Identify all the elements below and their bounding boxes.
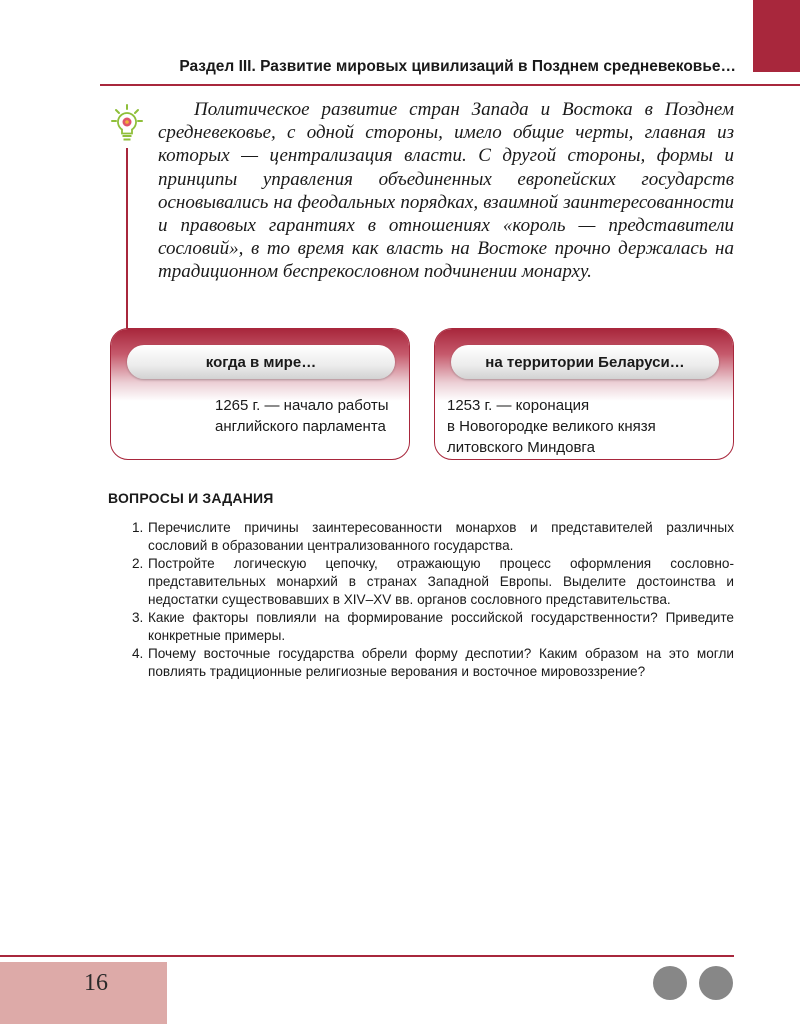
belarus-timeline-box bbox=[434, 328, 734, 460]
intro-accent-line bbox=[126, 148, 128, 340]
intro-paragraph: Политическое развитие стран Запада и Востока в Позднем средневековье, с одной стороны, имело общие черты, главная из которых — централизация власти. С другой стороны, формы и принципы управления объединенных европейских государств основывались на феодальных порядках, взаимной заинтересованности и правовых гарантиях в отношениях «король — представители сословий», в то время как власть на Востоке прочно держалась на традиционном беспрекословном подчинении монарху. bbox=[158, 99, 734, 283]
belarus-event-line: литовского Миндовга bbox=[447, 439, 595, 456]
belarus-event-line: 1253 г. — коронация bbox=[447, 397, 590, 414]
question-item bbox=[114, 519, 734, 555]
next-page-button[interactable] bbox=[699, 966, 733, 1000]
question-item bbox=[114, 609, 734, 645]
world-event-line: английского парламента bbox=[215, 418, 386, 435]
question-number: 4. bbox=[132, 646, 144, 661]
belarus-box-title: на территории Беларуси… bbox=[451, 345, 719, 379]
world-box-text bbox=[215, 395, 395, 437]
question-item bbox=[114, 555, 734, 609]
question-number: 2. bbox=[132, 556, 144, 571]
questions-heading: ВОПРОСЫ И ЗАДАНИЯ bbox=[108, 490, 274, 506]
question-number: 3. bbox=[132, 610, 144, 625]
world-event-line: 1265 г. — начало работы bbox=[215, 397, 389, 414]
question-text: Какие факторы повлияли на формирование российской государственности? Приведите конкретные примеры. bbox=[148, 610, 734, 643]
previous-page-button[interactable] bbox=[653, 966, 687, 1000]
question-text: Постройте логическую цепочку, отражающую процесс оформления сословно-представительных монархий в странах Западной Европы. Выделите достоинства и недостатки существовавших в XIV–XV вв. органов сословного представительства. bbox=[148, 556, 734, 607]
question-text: Почему восточные государства обрели форму деспотии? Каким образом на это могли повлиять традиционные религиозные верования и восточное мировоззрение? bbox=[148, 646, 734, 679]
question-number: 1. bbox=[132, 520, 144, 535]
question-text: Перечислите причины заинтересованности монархов и представителей различных сословий в образовании централизованного государства. bbox=[148, 520, 734, 553]
questions-list bbox=[114, 519, 734, 681]
world-box-title: когда в мире… bbox=[127, 345, 395, 379]
section-header-title: Раздел III. Развитие мировых цивилизаций в Позднем средневековье… bbox=[179, 58, 736, 75]
footer-divider bbox=[0, 955, 734, 957]
question-item bbox=[114, 645, 734, 681]
belarus-event-line: в Новогородке великого князя bbox=[447, 418, 656, 435]
lightbulb-icon bbox=[111, 104, 143, 148]
world-timeline-box bbox=[110, 328, 410, 460]
belarus-box-text bbox=[447, 395, 717, 458]
corner-tab bbox=[753, 0, 800, 72]
page-number: 16 bbox=[84, 970, 108, 996]
header-divider bbox=[100, 84, 800, 86]
